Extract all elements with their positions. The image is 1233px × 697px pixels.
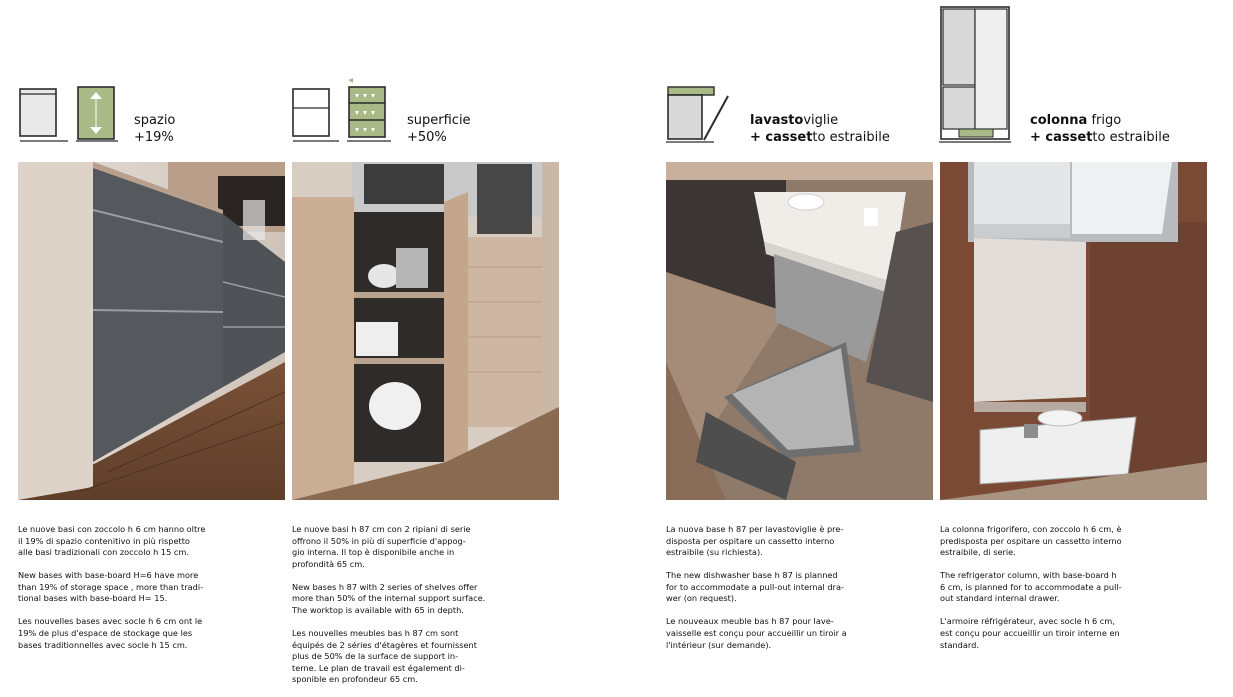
fridge-column-icon	[939, 5, 1011, 145]
shelf-surface-icon	[291, 78, 391, 144]
section-title-lavastoviglie: lavastoviglie + cassetto estraibile	[750, 113, 890, 145]
section-text-superficie	[292, 524, 552, 697]
section-text-lavastoviglie	[666, 524, 926, 663]
section-title-spazio: spazio +19%	[134, 113, 176, 145]
section-title-superficie: superficie +50%	[407, 113, 471, 145]
base-cabinet-height-icon	[18, 84, 118, 144]
paragraph-english: The refrigerator column, with base-board h 6 cm, is planned for to accommodate a pull- out standard internal drawer.	[940, 570, 1122, 604]
paragraph-italian: La nuova base h 87 per lavastoviglie è pre- disposta per ospitare un cassetto interno estraibile (su richiesta).	[666, 524, 844, 558]
paragraph-italian: Le nuove basi con zoccolo h 6 cm hanno oltre il 19% di spazio contenitivo in più rispetto alle basi tradizionali con zoccolo h 15 cm.	[18, 524, 206, 558]
paragraph-french: Les nouvelles bases avec socle h 6 cm ont le 19% de plus d'espace de stockage que les bases traditionnelles avec socle h 15 cm.	[18, 616, 203, 650]
paragraph-english: New bases h 87 with 2 series of shelves offer more than 50% of the internal support surface. The worktop is available with 65 in depth.	[292, 581, 486, 615]
section-text-spazio	[18, 524, 278, 663]
open-cabinet-shelves-photo	[292, 162, 559, 500]
paragraph-english: New bases with base-board H=6 have more than 19% of storage space , more than tradi- tional bases with base-board H= 15.	[18, 570, 204, 604]
paragraph-french: Le nouveaux meuble bas h 87 pour lave- vaisselle est conçu pour accueillir un tiroir a l'intérieur (sur demande).	[666, 616, 847, 650]
paragraph-italian: La colonna frigorifero, con zoccolo h 6 cm, è predisposta per ospitare un cassetto interno estraibile, di serie.	[940, 524, 1122, 558]
paragraph-french: L'armoire réfrigérateur, avec socle h 6 cm, est conçu pour accueillir un tiroir interne en standard.	[940, 616, 1120, 650]
paragraph-french: Les nouvelles meubles bas h 87 cm sont équipés de 2 séries d'étagères et fournissent plus de 50% de la surface de support in- terne. Le plan de travail est également di- sponible en profondeur 65 cm.	[292, 627, 477, 685]
low-base-cabinets-photo	[18, 162, 285, 500]
paragraph-english: The new dishwasher base h 87 is planned for to accommodate a pull-out internal dra- wer (on request).	[666, 570, 844, 604]
section-text-colonna-frigo	[940, 524, 1200, 663]
fridge-column-drawer-photo	[940, 162, 1207, 500]
paragraph-italian: Le nuove basi h 87 cm con 2 ripiani di serie offrono il 50% in più di superficie d'appog- gio interna. Il top è disponibile anche in profondità 65 cm.	[292, 524, 471, 569]
dishwasher-with-drawer-photo	[666, 162, 933, 500]
dishwasher-drawer-icon	[666, 84, 736, 146]
section-title-colonna-frigo: colonna frigo + cassetto estraibile	[1030, 113, 1170, 145]
